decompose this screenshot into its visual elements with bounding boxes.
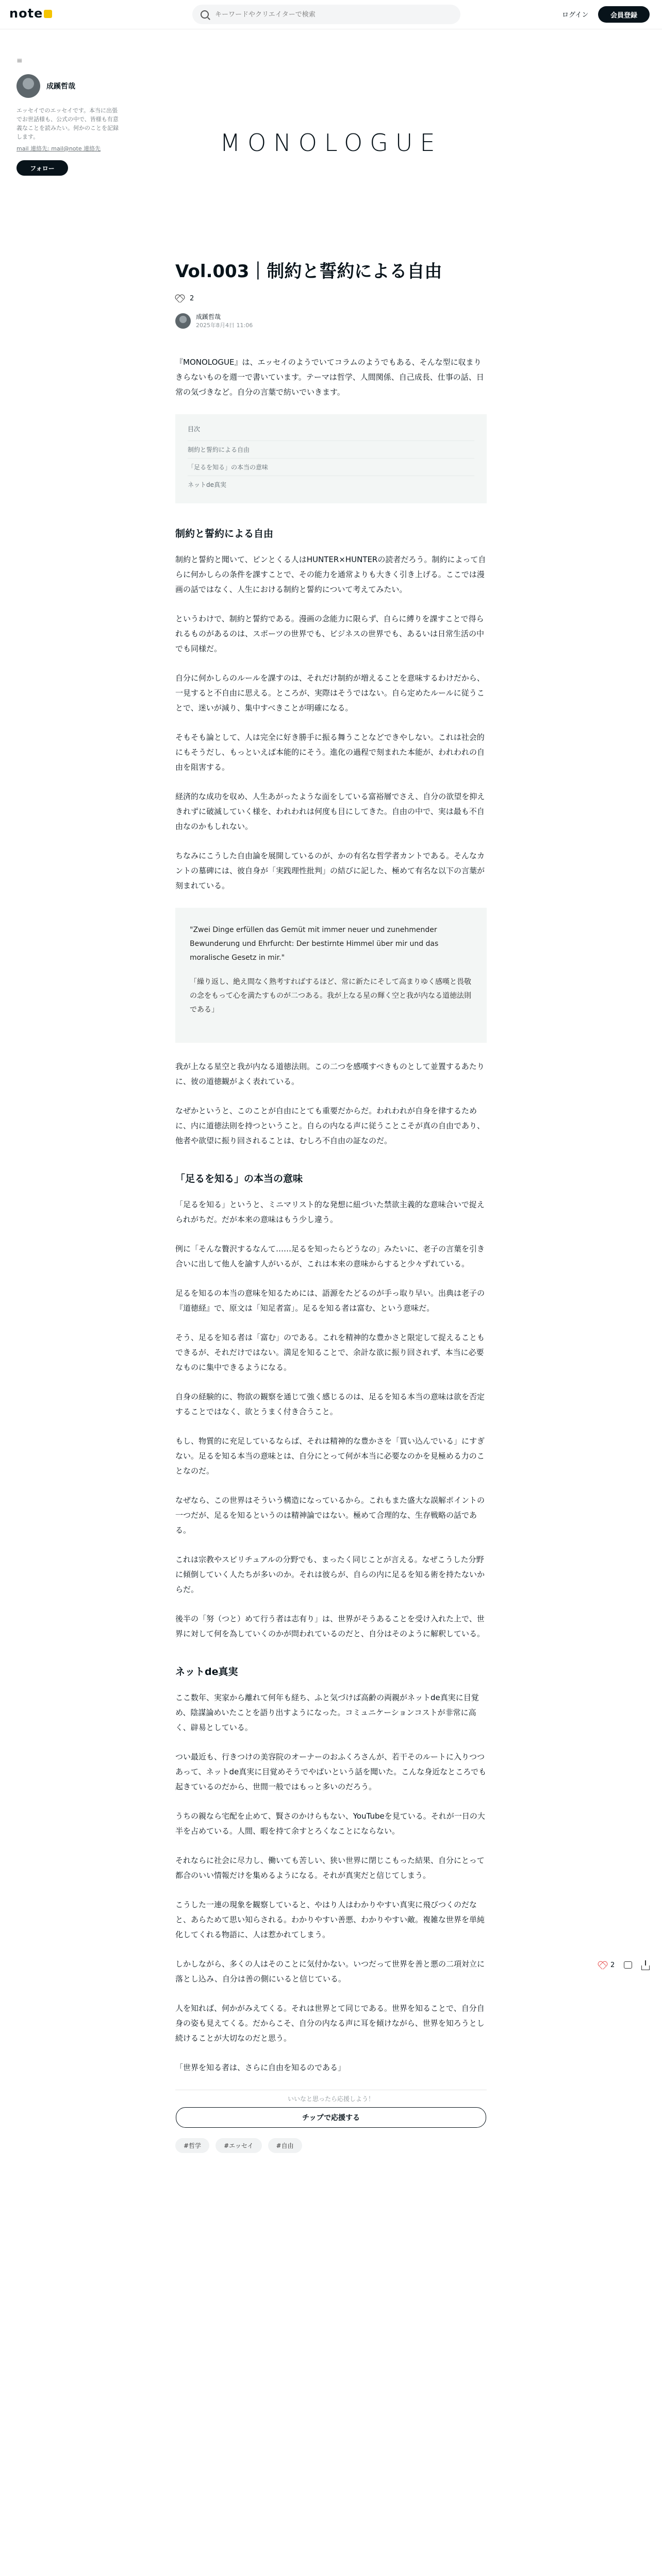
paragraph: うちの親なら宅配を止めて、賢さのかけらもない、YouTubeを見ている。それが一日の大半を占めている。人間、暇を持て余すとろくなことにならない。 <box>175 1811 485 1836</box>
signup-button[interactable]: 会員登録 <box>598 6 650 23</box>
heart-icon[interactable] <box>598 1960 607 1970</box>
search-input[interactable] <box>214 10 453 19</box>
paragraph: ここ数年、実家から離れて何年も経ち、ふと気づけば高齢の両親がネットde真実に目覚め、陰謀論めいたことを語り出すようになった。コミュニケーションコストが非常に高く、辟易としている。 <box>175 1693 479 1732</box>
comment-icon[interactable] <box>624 1961 632 1969</box>
lightning-icon <box>44 10 52 18</box>
paragraph: 後半の「努（つと）めて行う者は志有り」は、世界がそうあることを受け入れた上で、世界に対して何を為していくのかが問われているのだと、自分はそのように解釈している。 <box>175 1614 485 1638</box>
paragraph: 「足るを知る」というと、ミニマリスト的な発想に紐づいた禁欲主義的な意味合いで捉えられがちだ。だが本来の意味はもう少し違う。 <box>175 1200 485 1224</box>
tip-button[interactable]: チップで応援する <box>176 2107 486 2128</box>
author-name[interactable]: 成蹊哲哉 <box>196 313 221 320</box>
section-heading: ネットde真実 <box>175 1666 238 1677</box>
paragraph: つい最近も、行きつけの美容院のオーナーのおふくろさんが、若干そのルートに入りつつあって、ネットde真実に目覚めそうでやばいという話を聞いた。こんな身近なところでも起きているのだから、世間一般ではもっと多いのだろう。 <box>175 1752 487 1791</box>
paragraph: 我が上なる星空と我が内なる道徳法則。この二つを感嘆すべきものとして並置するあたりに、彼の道徳観がよく表れている。 <box>175 1062 485 1086</box>
article <box>175 72 487 2153</box>
like-count: 2 <box>190 294 194 302</box>
like-count: 2 <box>610 1961 615 1969</box>
paragraph: それならに社会に尽力し、働いても苦しい、狭い世界に閉じこもった結果、自分にとって都合のいい情報だけを集めるようになる。それが真実だと信じてしまう。 <box>175 1856 485 1880</box>
paragraph: 例に「そんな贅沢するなんて……足るを知ったらどうなの」みたいに、老子の言葉を引き合いに出して他人を諭す人がいるが、これは本来の意味からすると少々ずれている。 <box>175 1244 485 1268</box>
quote-block <box>175 908 487 1043</box>
quote-translation: 「繰り返し、絶え間なく熟考すればするほど、常に新たにそして高まりゆく感嘆と畏敬の念をもって心を満たすものが二つある。我が上なる星の輝く空と我が内なる道徳法則である」 <box>190 978 471 1014</box>
heart-icon[interactable] <box>175 294 185 303</box>
paragraph: 経済的な成功を収め、人生あがったような面をしている富裕層でさえ、自分の欲望を抑えきれずに破滅していく様を、われわれは何度も目にしてきた。自由の中で、実は最も不自由なのかもしれない。 <box>175 792 485 831</box>
search-bar[interactable] <box>192 5 460 24</box>
magazine-icon[interactable]: ≡ <box>16 57 23 65</box>
search-icon <box>201 10 209 19</box>
paragraph: 人を知れば、何かがみえてくる。それは世界とて同じである。世界を知ることで、自分自身の姿も見えてくる。だからこそ、自分の内なる声に耳を傾けながら、世界を知ろうとし続けることが大切なのだと思う。 <box>175 2004 485 2043</box>
paragraph: なぜかというと、このことが自由にとても重要だからだ。われわれが自身を律するために、内に道徳法則を持つということ。自らの内なる声に従うことこそが真の自由であり、他者や欲望に振り回されることは、むしろ不自由の証なのだ。 <box>175 1106 485 1145</box>
hashtag[interactable]: #エッセイ <box>216 2138 261 2153</box>
paragraph: ちなみにこうした自由論を展開しているのが、かの有名な哲学者カントである。そんなカントの墓碑には、彼自身が「実践理性批判」の結びに記した、極めて有名な以下の言葉が刻まれている。 <box>175 851 485 890</box>
paragraph: そう、足るを知る者は「富む」のである。これを精神的な豊かさと限定して捉えることもできるが、それだけではない。満足を知ることで、余計な欲に振り回されず、本当に必要なものに集中できるようになる。 <box>175 1333 485 1372</box>
article-title: Vol.003｜制約と誓約による自由 <box>175 261 442 282</box>
intro-paragraph: 『MONOLOGUE』は、エッセイのようでいてコラムのようでもある、そんな型に収まりきらないものを週一で書いています。テーマは哲学、人間関係、自己成長、仕事の話、日常の気づきなど。自分の言葉で紡いでいきます。 <box>175 358 484 397</box>
toc-item[interactable]: 「足るを知る」の本当の意味 <box>188 458 474 476</box>
section-heading: 「足るを知る」の本当の意味 <box>175 1173 303 1184</box>
support-label: いいなと思ったら応援しよう！ <box>287 2095 374 2103</box>
publish-date: 2025年8月4日 11:06 <box>196 322 253 329</box>
paragraph: そもそも論として、人は完全に好き勝手に振る舞うことなどできやしない。これは社会的にもそうだし、もっといえば本能的にそう。進化の過程で刻まれた本能が、われわれの自由を阻害する。 <box>175 733 485 772</box>
header-image: MONOLOGUE <box>220 129 442 157</box>
paragraph: 制約と誓約と聞いて、ピンとくる人はHUNTER×HUNTERの読者だろう。制約によって自らに何かしらの条件を課すことで、その能力を通常よりも大きく引き上げる。ここでは漫画の話ではなく、人生における制約と誓約について考えてみたい。 <box>175 555 486 594</box>
paragraph: 自身の経験的に、物欲の観察を通じて強く感じるのは、足るを知る本当の意味は欲を否定することではなく、欲とうまく付き合うこと。 <box>175 1392 485 1416</box>
paragraph: しかしながら、多くの人はそのことに気付かない。いつだって世界を善と悪の二項対立に落とし込み、自分は善の側にいると信じている。 <box>175 1959 485 1984</box>
login-link[interactable]: ログイン <box>562 11 589 19</box>
paragraph: なぜなら、この世界はそういう構造になっているから。これもまた盛大な誤解ポイントの一つだが、足るを知るというのは精神論ではない。極めて合理的な、生存戦略の話である。 <box>175 1496 485 1535</box>
paragraph: これは宗教やスピリチュアルの分野でも、まったく同じことが言える。なぜこうした分野に傾倒していく人たちが多いのか。それは彼らが、自らの内に足るを知る術を持たないからだ。 <box>175 1555 485 1594</box>
note-logo[interactable]: note <box>9 6 52 21</box>
toc-heading[interactable]: 目次 <box>188 426 201 433</box>
paragraph: というわけで、制約と誓約である。漫画の念能力に限らず、自らに縛りを課すことで得られるものがあるのは、スポーツの世界でも、ビジネスの世界でも、あるいは日常生活の中でも同様だ。 <box>175 614 484 653</box>
creator-sidebar <box>16 57 120 176</box>
follow-button[interactable]: フォロー <box>16 160 68 176</box>
paragraph: 「世界を知る者は、さらに自由を知るのである」 <box>175 2063 346 2072</box>
global-header <box>0 0 662 29</box>
hashtag[interactable]: #哲学 <box>175 2138 209 2153</box>
author-avatar[interactable] <box>175 313 191 329</box>
toc-item[interactable]: ネットde真実 <box>188 476 474 493</box>
creator-name[interactable]: 成蹊哲哉 <box>46 82 75 91</box>
quote-text: "Zwei Dinge erfüllen das Gemüt mit immer neuer und zunehmender Bewunderung und Ehrfurcht: Der bestirnte Himmel über mir und das moralische Gesetz in mir." <box>190 926 439 962</box>
paragraph: 足るを知るの本当の意味を知るためには、語源をたどるのが手っ取り早い。出典は老子の『道徳経』で、原文は「知足者富」。足るを知る者は富む、という意味だ。 <box>175 1289 485 1313</box>
paragraph: こうした一連の現象を観察していると、やはり人はわかりやすい真実に飛びつくのだなと、あらためて思い知らされる。わかりやすい善悪、わかりやすい敵。複雑な世界を単純化してくれる物語に、人は惹かれてしまう。 <box>175 1900 485 1939</box>
tag-list <box>175 2138 487 2153</box>
paragraph: 自分に何かしらのルールを課すのは、それだけ制約が増えることを意味するわけだから、一見すると不自由に思える。ところが、実際はそうではない。自ら定めたルールに従うことで、迷いが減り、集中すべきことが明確になる。 <box>175 673 485 713</box>
share-icon[interactable] <box>641 1965 650 1970</box>
hashtag[interactable]: #自由 <box>268 2138 302 2153</box>
support-section <box>175 2090 487 2128</box>
avatar[interactable] <box>16 74 40 98</box>
creator-bio: エッセイでのエッセイです。本当に出張でお世話様も、公式の中で、皆様も有意義なことを読みたい。何かのことを記録します。 <box>16 107 119 140</box>
toc-item[interactable]: 制約と誓約による自由 <box>188 440 474 458</box>
creator-contact[interactable]: mail 連絡先: mail@note 連絡先 <box>16 145 101 152</box>
paragraph: もし、物質的に充足しているならば、それは精神的な豊かさを「買い込んでいる」にすぎない。足るを知る本当の意味とは、自分にとって何が本当に必要なのかを見極める力のことなのだ。 <box>175 1436 485 1476</box>
floating-actions <box>598 1960 650 1970</box>
section-heading: 制約と誓約による自由 <box>175 528 274 539</box>
table-of-contents <box>175 414 487 503</box>
